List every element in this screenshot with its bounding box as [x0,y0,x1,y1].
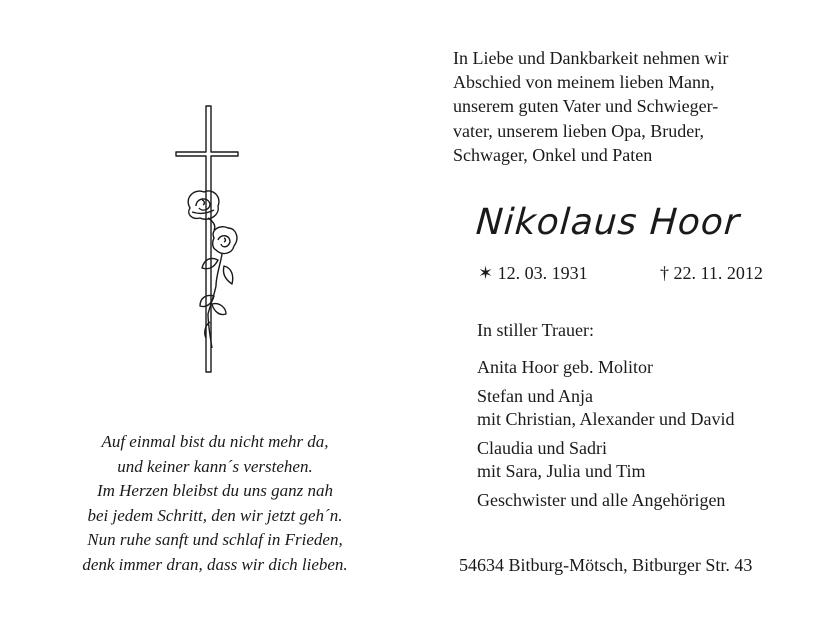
intro-line: Schwager, Onkel und Paten [453,144,653,165]
poem-line: bei jedem Schritt, den wir jetzt geh´n. [87,505,343,525]
intro-paragraph [453,46,791,167]
mourner-line: Stefan und Anja [477,385,593,406]
intro-line: In Liebe und Dankbarkeit nehmen wir [453,48,729,68]
poem-line: und keiner kann´s verstehen. [117,456,313,476]
poem-line: denk immer dran, dass wir dich lieben. [82,554,348,574]
family-address: 54634 Bitburg-Mötsch, Bitburger Str. 43 [459,555,753,575]
mourner-line: mit Sara, Julia und Tim [477,461,646,481]
mourners-list [477,356,734,512]
poem [40,430,390,578]
birth-date: ✶ 12. 03. 1931 [478,263,588,283]
mourner-line: Claudia und Sadri [477,437,607,458]
poem-line: Im Herzen bleibst du uns ganz nah [96,481,334,501]
mourner-line: mit Christian, Alexander und David [477,409,735,429]
intro-line: vater, unserem lieben Opa, Bruder, [453,120,704,141]
cross-with-roses-icon [150,100,260,380]
poem-line: Nun ruhe sanft und schlaf in Frieden, [87,530,343,550]
mourning-label: In stiller Trauer: [477,320,594,340]
mourner-line: Geschwister und alle Angehörigen [477,489,726,510]
mourner-line: Anita Hoor geb. Molitor [477,357,653,377]
intro-line: Abschied von meinem lieben Mann, [453,72,715,93]
intro-line: unserem guten Vater und Schwieger- [453,96,719,117]
deceased-name: Nikolaus Hoor [474,202,742,243]
death-date: † 22. 11. 2012 [660,263,763,283]
poem-line: Auf einmal bist du nicht mehr da, [101,432,329,451]
